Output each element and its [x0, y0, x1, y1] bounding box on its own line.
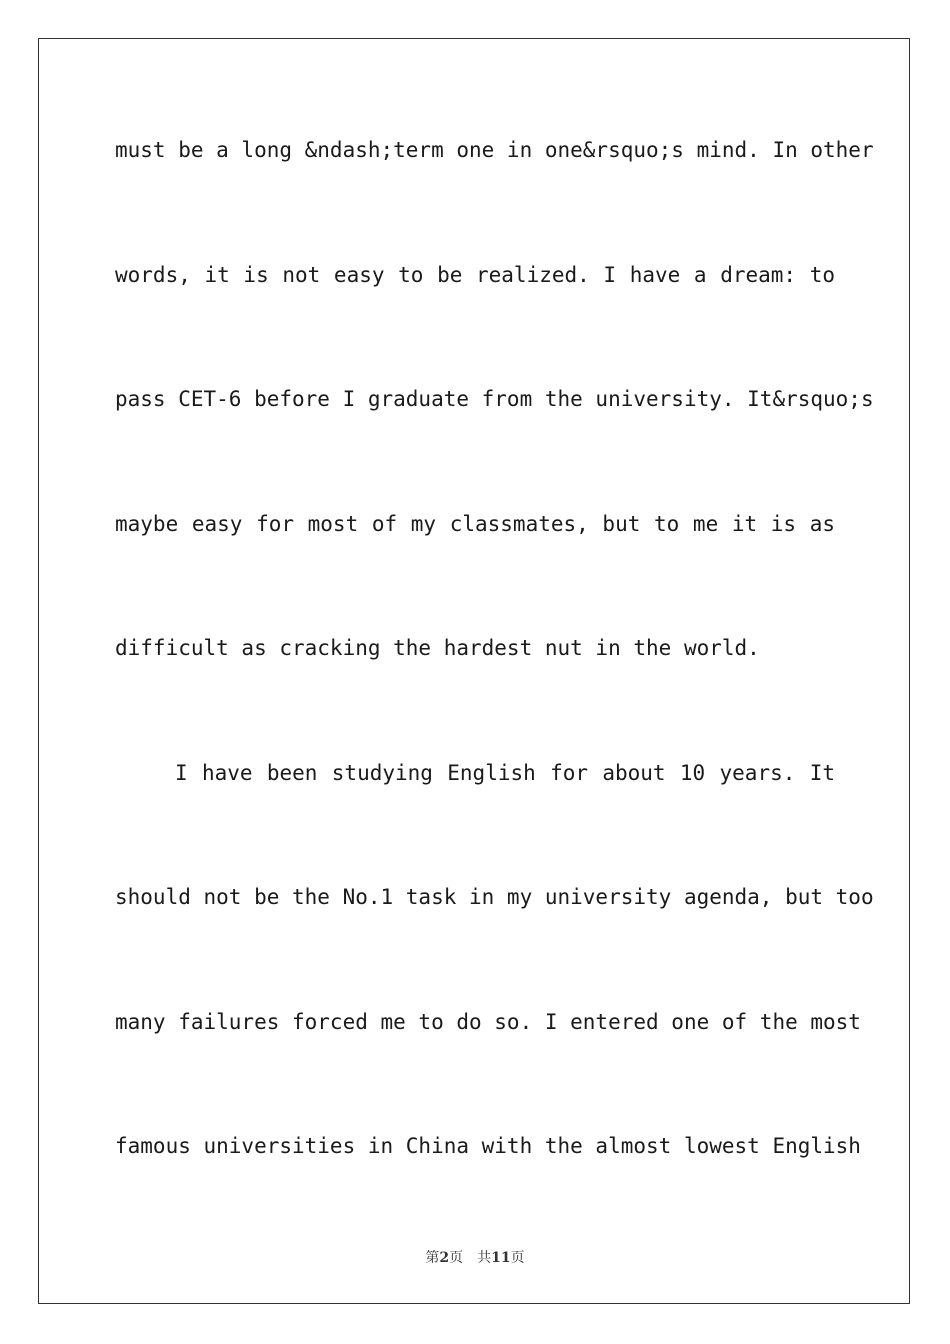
text-line: many failures forced me to do so. I entered one of the most: [115, 1010, 861, 1034]
text-line: words, it is not easy to be realized. I have a dream: to: [115, 263, 835, 287]
text-line: should not be the No.1 task in my university agenda, but too: [115, 885, 874, 909]
text-line: famous universities in China with the almost lowest English: [115, 1134, 861, 1158]
text-line: must be a long &ndash;term one in one&rsquo;s mind. In other: [115, 138, 874, 162]
page-border: [38, 38, 910, 1304]
total-pages-prefix: 共: [477, 1250, 492, 1266]
text-line: maybe easy for most of my classmates, but to me it is as: [115, 512, 835, 536]
total-pages-suffix: 页: [510, 1250, 525, 1266]
total-page-count: 11: [491, 1250, 511, 1266]
current-page-number: 2: [439, 1250, 450, 1266]
text-line: difficult as cracking the hardest nut in the world.: [115, 636, 760, 660]
page-number-prefix: 第: [425, 1250, 440, 1266]
paragraph-first-line: I have been studying English for about 10 years. It: [175, 761, 835, 785]
text-line: pass CET-6 before I graduate from the university. It&rsquo;s: [115, 387, 874, 411]
page-number-suffix: 页: [449, 1250, 464, 1266]
page-footer: [0, 1247, 950, 1267]
